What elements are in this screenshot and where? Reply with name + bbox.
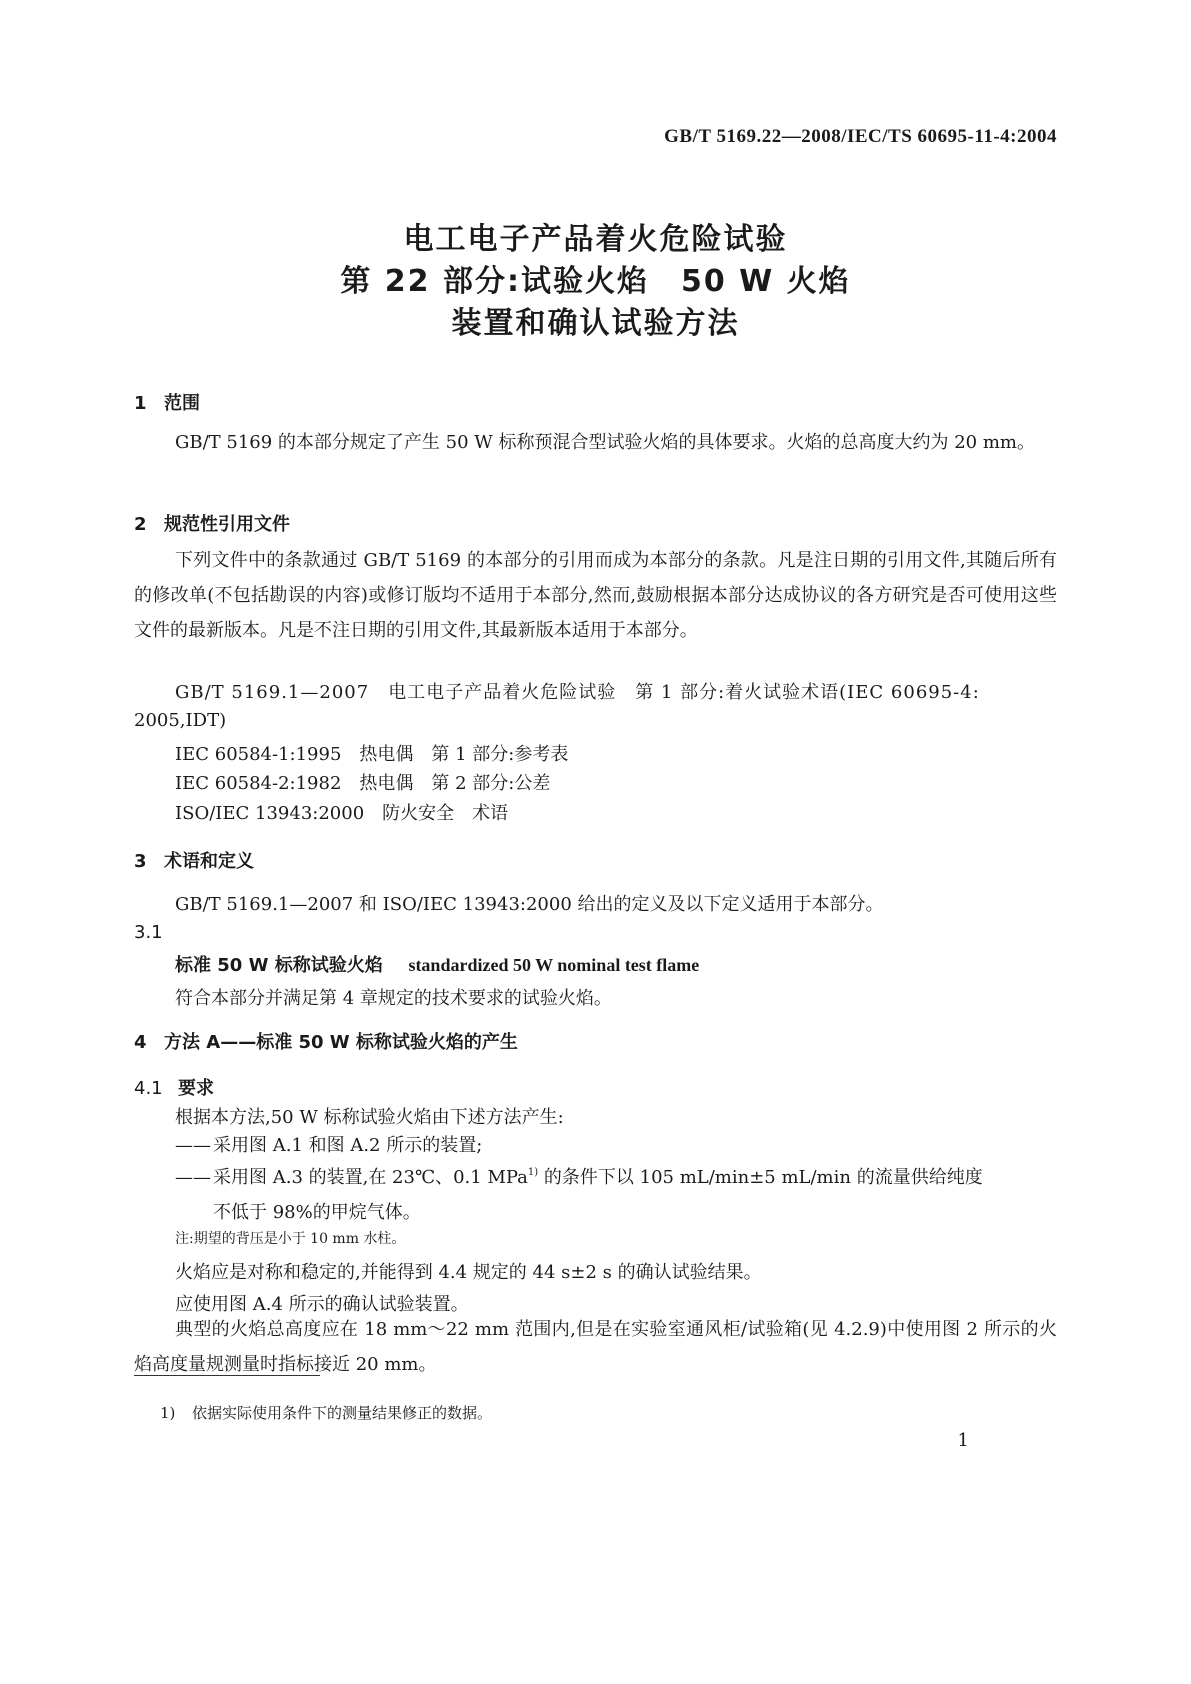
subsection-3-1-number: 3.1 xyxy=(134,922,163,943)
section-2-paragraph: 下列文件中的条款通过 GB/T 5169 的本部分的引用而成为本部分的条款。凡是注日期的引用文件,其随后所有的修改单(不包括勘误的内容)或修订版均不适用于本部分,然而,鼓励根据本部分达成协议的各方研究是否可使用这些文件的最新版本。凡是不注日期的引用文件,其最新版本适用于本部分。 xyxy=(134,550,1057,641)
requirement-item-1 xyxy=(175,1128,1057,1163)
requirement-paragraph-2: 应使用图 A.4 所示的确认试验装置。 xyxy=(175,1294,469,1315)
dash-marker: —— xyxy=(175,1167,211,1188)
reference-2: IEC 60584-1:1995 热电偶 第 1 部分:参考表 xyxy=(175,744,569,765)
reference-1-continued: 2005,IDT) xyxy=(134,710,227,731)
section-4-heading xyxy=(134,1028,518,1054)
requirement-paragraph-3: 典型的火焰总高度应在 18 mm～22 mm 范围内,但是在实验室通风柜/试验箱(见 4.2.9)中使用图 2 所示的火焰高度量规测量时指标接近 20 mm。 xyxy=(134,1319,1057,1375)
section-3-heading xyxy=(134,847,254,873)
page-number: 1 xyxy=(957,1430,969,1451)
term-entry xyxy=(175,951,699,977)
subsection-number: 4.1 xyxy=(134,1078,163,1099)
term-definition: 符合本部分并满足第 4 章规定的技术要求的试验火焰。 xyxy=(175,988,612,1009)
reference-4: ISO/IEC 13943:2000 防火安全 术语 xyxy=(175,803,509,824)
section-number: 2 xyxy=(134,514,147,535)
subsection-4-1-heading xyxy=(134,1074,214,1100)
section-1-paragraph: GB/T 5169 的本部分规定了产生 50 W 标称预混合型试验火焰的具体要求。火焰的总高度大约为 20 mm。 xyxy=(175,432,1035,453)
item-text: 采用图 A.3 的装置,在 23℃、0.1 MPa xyxy=(213,1167,528,1188)
standard-code: GB/T 5169.22—2008/IEC/TS 60695-11-4:2004 xyxy=(664,126,1057,147)
section-title: 规范性引用文件 xyxy=(164,514,290,535)
reference-3: IEC 60584-2:1982 热电偶 第 2 部分:公差 xyxy=(175,773,551,794)
title-line-2: 第 22 部分:试验火焰 50 W 火焰 xyxy=(340,264,851,299)
note: 注:期望的背压是小于 10 mm 水柱。 xyxy=(175,1231,406,1247)
section-title: 范围 xyxy=(164,393,200,414)
item-text-wrap: 不低于 98%的甲烷气体。 xyxy=(213,1202,421,1223)
section-title: 方法 A——标准 50 W 标称试验火焰的产生 xyxy=(164,1032,518,1053)
section-number: 1 xyxy=(134,393,147,414)
section-3-paragraph: GB/T 5169.1—2007 和 ISO/IEC 13943:2000 给出的定义及以下定义适用于本部分。 xyxy=(175,894,884,915)
footnote-ref: 1) xyxy=(527,1167,539,1178)
title-line-1: 电工电子产品着火危险试验 xyxy=(403,222,788,257)
title-line-3: 装置和确认试验方法 xyxy=(451,306,740,341)
footnote-number: 1) xyxy=(160,1404,176,1422)
requirement-item-2 xyxy=(175,1160,1057,1230)
term-chinese: 标准 50 W 标称试验火焰 xyxy=(175,955,383,976)
dash-marker: —— xyxy=(175,1135,211,1156)
item-text: 采用图 A.1 和图 A.2 所示的装置; xyxy=(213,1135,483,1156)
requirement-paragraph-1: 火焰应是对称和稳定的,并能得到 4.4 规定的 44 s±2 s 的确认试验结果。 xyxy=(175,1262,762,1283)
footnote-divider xyxy=(134,1375,320,1376)
subsection-title: 要求 xyxy=(178,1078,214,1099)
item-text-cont: 的条件下以 105 mL/min±5 mL/min 的流量供给纯度 xyxy=(538,1167,983,1188)
section-number: 3 xyxy=(134,851,147,872)
method-intro: 根据本方法,50 W 标称试验火焰由下述方法产生: xyxy=(175,1107,564,1128)
section-1-heading xyxy=(134,389,200,415)
footnote-text: 依据实际使用条件下的测量结果修正的数据。 xyxy=(192,1404,493,1422)
footnote xyxy=(160,1402,492,1423)
term-english: standardized 50 W nominal test flame xyxy=(408,955,700,975)
section-number: 4 xyxy=(134,1032,147,1053)
section-title: 术语和定义 xyxy=(164,851,254,872)
section-2-heading xyxy=(134,510,290,536)
reference-1: GB/T 5169.1—2007 电工电子产品着火危险试验 第 1 部分:着火试验术语(IEC 60695-4: xyxy=(175,682,980,703)
